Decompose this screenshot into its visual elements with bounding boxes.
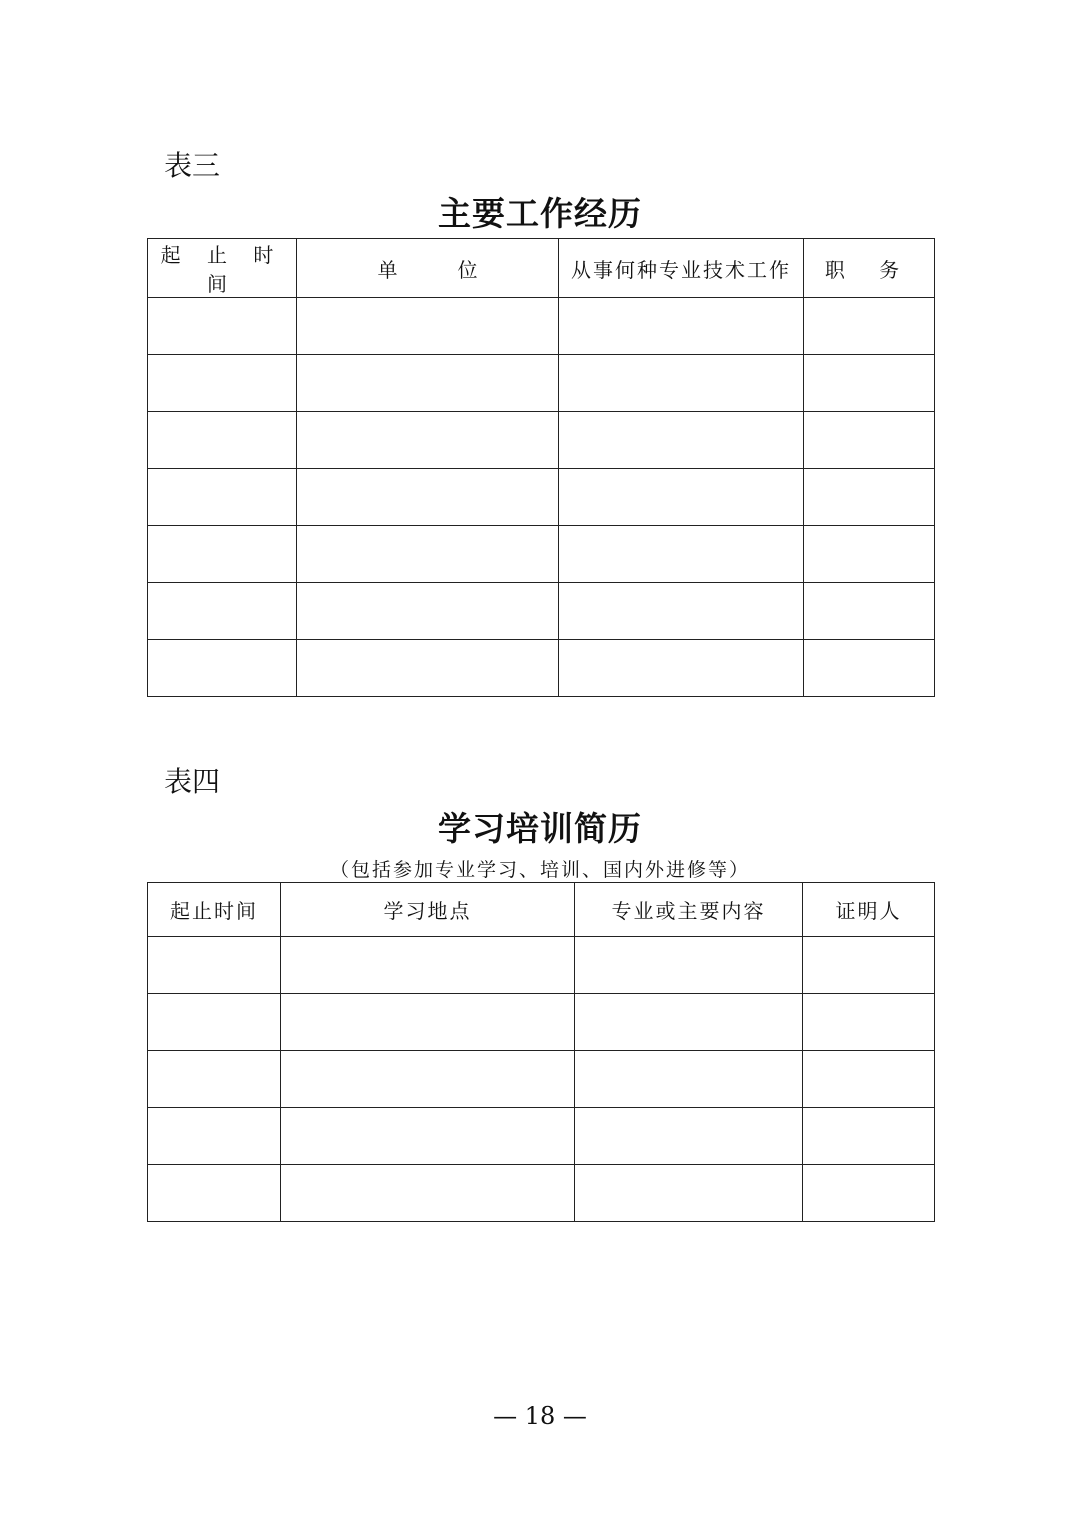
table-cell[interactable]: [575, 1108, 803, 1165]
table-header-row: [148, 239, 935, 298]
table-cell[interactable]: [804, 355, 935, 412]
table-cell[interactable]: [281, 937, 575, 994]
header-professional-work: 从事何种专业技术工作: [559, 239, 804, 298]
table-cell[interactable]: [148, 469, 297, 526]
table-row: [148, 469, 935, 526]
table-row: [148, 994, 935, 1051]
table-cell[interactable]: [575, 937, 803, 994]
table-cell[interactable]: [148, 994, 281, 1051]
header-study-location: 学习地点: [281, 883, 575, 937]
table-cell[interactable]: [148, 937, 281, 994]
table-cell[interactable]: [575, 1051, 803, 1108]
table-cell[interactable]: [281, 1108, 575, 1165]
table-row: [148, 526, 935, 583]
table-cell[interactable]: [559, 355, 804, 412]
table-cell[interactable]: [148, 412, 297, 469]
table-cell[interactable]: [804, 469, 935, 526]
table-cell[interactable]: [804, 583, 935, 640]
header-certifier: 证明人: [803, 883, 935, 937]
table-cell[interactable]: [148, 1165, 281, 1222]
table-cell[interactable]: [804, 412, 935, 469]
table-cell[interactable]: [559, 298, 804, 355]
table-cell[interactable]: [559, 526, 804, 583]
table-cell[interactable]: [559, 640, 804, 697]
table-cell[interactable]: [148, 526, 297, 583]
table4-title: 学习培训简历: [438, 809, 642, 848]
table4-label: 表四: [164, 765, 221, 798]
table4-subtitle: （包括参加专业学习、培训、国内外进修等）: [329, 859, 750, 881]
table-cell[interactable]: [148, 1051, 281, 1108]
table-cell[interactable]: [297, 412, 559, 469]
table-row: [148, 1165, 935, 1222]
table3-label: 表三: [164, 149, 221, 182]
table-row: [148, 298, 935, 355]
table-cell[interactable]: [559, 469, 804, 526]
table-row: [148, 412, 935, 469]
page-number: — 18 —: [493, 1402, 587, 1430]
table-cell[interactable]: [803, 1051, 935, 1108]
table-cell[interactable]: [297, 526, 559, 583]
table-cell[interactable]: [575, 1165, 803, 1222]
table-cell[interactable]: [148, 1108, 281, 1165]
table-cell[interactable]: [281, 1165, 575, 1222]
table-row: [148, 355, 935, 412]
table-row: [148, 937, 935, 994]
table-cell[interactable]: [297, 298, 559, 355]
table-row: [148, 583, 935, 640]
header-unit: 单 位: [297, 239, 559, 298]
table-row: [148, 640, 935, 697]
work-history-table: [147, 238, 935, 697]
table-row: [148, 1051, 935, 1108]
table-cell[interactable]: [803, 1108, 935, 1165]
table-cell[interactable]: [575, 994, 803, 1051]
table-cell[interactable]: [148, 355, 297, 412]
table-cell[interactable]: [281, 1051, 575, 1108]
table-cell[interactable]: [804, 526, 935, 583]
table-cell[interactable]: [297, 583, 559, 640]
table3-title: 主要工作经历: [438, 194, 642, 233]
training-history-table: [147, 882, 935, 1222]
table-cell[interactable]: [803, 1165, 935, 1222]
header-position: 职 务: [804, 239, 935, 298]
table-cell[interactable]: [804, 640, 935, 697]
table-cell[interactable]: [148, 298, 297, 355]
table-cell[interactable]: [803, 994, 935, 1051]
header-start-end-time: 起止时间: [148, 883, 281, 937]
table-row: [148, 1108, 935, 1165]
table-cell[interactable]: [148, 583, 297, 640]
header-start-end-time: 起 止 时 间: [148, 239, 297, 298]
table-cell[interactable]: [803, 937, 935, 994]
table-cell[interactable]: [297, 640, 559, 697]
table-cell[interactable]: [297, 469, 559, 526]
header-major-content: 专业或主要内容: [575, 883, 803, 937]
table-cell[interactable]: [559, 583, 804, 640]
table-cell[interactable]: [297, 355, 559, 412]
table-header-row: [148, 883, 935, 937]
table-cell[interactable]: [148, 640, 297, 697]
table-cell[interactable]: [559, 412, 804, 469]
table-cell[interactable]: [804, 298, 935, 355]
table-cell[interactable]: [281, 994, 575, 1051]
